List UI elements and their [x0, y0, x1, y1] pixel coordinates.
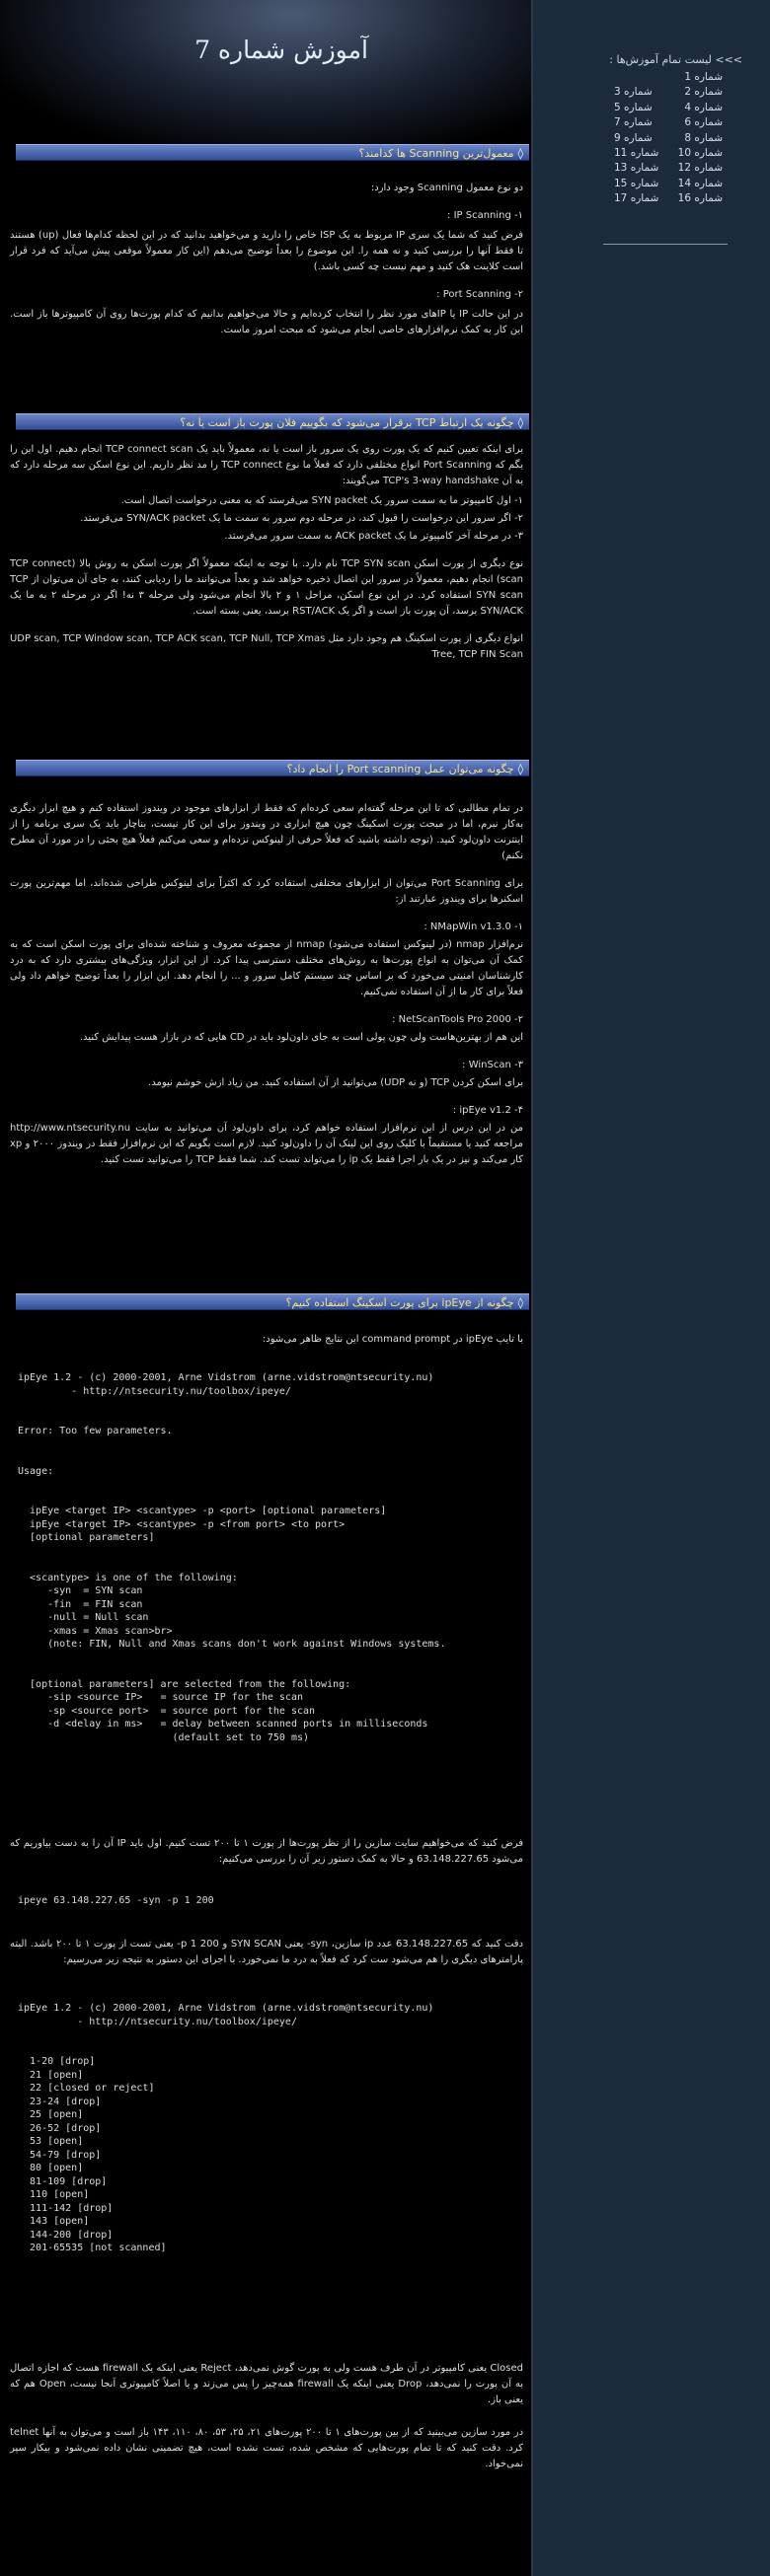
paragraph: Port Scanning -۲ :: [436, 289, 523, 300]
lesson-link[interactable]: شماره 2: [684, 86, 723, 99]
paragraph: نرم‌افزار nmap (در لینوکس استفاده می‌شود) nmap از مجموعه معروف و شناخته شده‌ای برای پورت اسکن است که به کمک آن می‌توان به انواع پورت‌ها به روش‌های مختلف دسترسی پیدا کرد. از این ابزار، ویژگی‌های بیشتری دارد که به درد کارشناسان امنیتی می‌خورد که بر اساس چند سیستم کامل سرور و ... را انجام دهد. این ابزار را بعداً توضیح خواهم داد ولی فعلاً برای کار ما از آن استفاده نمی‌کنیم.: [10, 939, 523, 997]
section-title: معمول‌ترین Scanning ها کدامند؟: [358, 147, 514, 160]
paragraph: IP Scanning -۱ :: [447, 210, 523, 221]
diamond-bullet-icon: ◊: [517, 416, 523, 429]
section-header-how-to-scan: [16, 760, 529, 776]
paragraph: برای Port Scanning می‌توان از ابزارهای مختلفی استفاده کرد که اکثراً برای لینوکس طراحی شده‌اند، اما مهم‌ترین پورت اسکنرها برای ویندوز عبارتند از:: [10, 878, 523, 905]
diamond-bullet-icon: ◊: [517, 147, 523, 160]
paragraph: NetScanTools Pro 2000 -۲ :: [392, 1014, 523, 1025]
header-glow: [0, 0, 531, 148]
sidebar-row: [604, 86, 723, 101]
paragraph: در این حالت IP یا IPهای مورد نظر را انتخاب کرده‌ایم و حالا می‌خواهیم بدانیم که کدام پورت‌ها روی آن کامپیوترها باز است. این کار به کمک نرم‌افزارهای خاصی انجام می‌شود که مبحث امروز ماست.: [10, 309, 524, 335]
paragraph: من در این درس از این نرم‌افزار استفاده خواهم کرد، برای داون‌لود آن می‌توانید به سایت http://www.ntsecurity.nu مراجعه کنید یا مستقیماً با کلیک روی این لینک آن را داون‌لود کنید. لازم است بگویم که این نرم‌افزار فقط در ویندوز ۲۰۰۰ و xp کار می‌کند و نیز در یک بار اجرا فقط یک ip را می‌تواند تست کند. شما فقط TCP را می‌توانید تست کنید.: [10, 1123, 524, 1165]
sidebar-lesson-list: [604, 71, 723, 208]
section-title: چگونه یک ارتباط TCP برقرار می‌شود که بگوییم فلان پورت باز است یا نه؟: [180, 416, 514, 429]
section-body-common-scans: [10, 181, 523, 350]
code-block-command: ipeye 63.148.227.65 -syn -p 1 200: [18, 1895, 214, 1906]
sidebar-row: [604, 132, 723, 147]
paragraph: ipEye v1.2 -۴ :: [452, 1105, 523, 1116]
section-header-common-scans: [16, 144, 529, 161]
lesson-link[interactable]: شماره 7: [614, 116, 653, 129]
lesson-link[interactable]: شماره 17: [614, 192, 659, 205]
lesson-link[interactable]: شماره 10: [677, 146, 723, 159]
lesson-link[interactable]: شماره 5: [614, 101, 653, 113]
paragraph: برای اسکن کردن TCP (و نه UDP) می‌توانید از آن استفاده کنید. من زیاد ازش خوشم نیومد.: [148, 1077, 523, 1088]
paragraph: ۳- در مرحله آخر کامپیوتر ما یک ACK packet به سمت سرور می‌فرستد.: [224, 531, 523, 542]
ipeye-example-text: فرض کنید که می‌خواهیم سایت سازین را از نظر پورت‌ها از پورت ۱ تا ۲۰۰ تست کنیم. اول باید IP آن را به دست بیاوریم که می‌شود 63.148.227.65 و حالا به کمک دستور زیر آن را بررسی می‌کنیم:: [10, 1838, 523, 1865]
paragraph: WinScan -۳ :: [462, 1060, 523, 1070]
paragraph: نوع دیگری از پورت اسکن TCP SYN scan نام دارد. با توجه به اینکه معمولاً اگر پورت اسکن به روش بالا (TCP connect scan) انجام دهیم، معمولاً در سرور این اتصال ذخیره خواهد شد و بعداً می‌توانند ما را ردیابی کنند، به جای آن می‌توان از TCP SYN scan استفاده کرد. در این نوع اسکن، مراحل ۱ و ۲ بالا انجام می‌شود ولی مرحله ۳ نه! اگر در مرحله ۲ به ما یک SYN/ACK برسد، آن پورت باز است و اگر یک RST/ACK برسد، یعنی بسته است.: [10, 558, 523, 617]
lesson-link[interactable]: شماره 4: [684, 101, 723, 113]
section-body-how-to-scan: [10, 801, 523, 1180]
ipeye-result-summary: در مورد سازین می‌بینید که از بین پورت‌های ۱ تا ۲۰۰ پورت‌های ۲۱، ۲۵، ۵۳، ۸۰، ۱۱۰، ۱۴۳ باز است و می‌توان به آنها telnet کرد. دقت کنید که تا تمام پورت‌هایی که مشخص شده، تست نشده است، هیچ تضمینی نشان داده نمی‌شود و بیکار سپر نمی‌خواد.: [10, 2427, 524, 2469]
lesson-link[interactable]: شماره 1: [684, 71, 723, 83]
paragraph: ۱- اول کامپیوتر ما به سمت سرور یک SYN packet می‌فرستد که به معنی درخواست اتصال است.: [120, 495, 523, 506]
sidebar-row: [604, 116, 723, 131]
section-title: چگونه از ipEye برای پورت اسکینگ استفاده کنیم؟: [285, 1296, 514, 1309]
sidebar-row: [604, 71, 723, 86]
lesson-link[interactable]: شماره 16: [677, 192, 723, 205]
section-header-tcp-connection: [16, 413, 529, 430]
sidebar-row: [604, 102, 723, 116]
paragraph: انواع دیگری از پورت اسکینگ هم وجود دارد مثل UDP scan, TCP Window scan, TCP ACK scan, TCP Null, TCP Xmas Tree, TCP FIN Scan: [9, 633, 523, 660]
lesson-link[interactable]: شماره 13: [614, 162, 659, 175]
lesson-link[interactable]: شماره 9: [614, 131, 653, 144]
sidebar: [531, 0, 770, 2576]
ipeye-explain-text: دقت کنید که 63.148.227.65 عدد ip سازین، syn- یعنی SYN SCAN و p 1 200- یعنی تست از پورت ۱ تا ۲۰۰ باشد. البته پارامترهای دیگری را هم می‌شود ست کرد که فعلاً به درد ما نمی‌خورد. با اجرای این دستور به نتیجه زیر می‌رسیم:: [10, 1939, 523, 1965]
diamond-bullet-icon: ◊: [517, 1296, 523, 1309]
paragraph: فرض کنید که شما یک سری IP مربوط به یک ISP خاص را دارید و می‌خواهید بدانید که در این لحظه کدام‌ها فعال (up) هستند تا فقط آنها را بررسی کنید و نه همه را. این موضوع را بعداً توضیح می‌دهم (این کار معمولاً موقعی پیش می‌آید که فرد قرار است کلاینت هک کنید و مهم نیست چه کسی باشد.): [10, 230, 523, 272]
sidebar-row: [604, 162, 723, 177]
lesson-link[interactable]: شماره 6: [684, 116, 723, 129]
sidebar-title: >>> لیست تمام آموزش‌ها :: [609, 53, 742, 66]
section-header-ipeye-usage: [16, 1293, 529, 1310]
paragraph: این هم از بهترین‌هاست ولی چون پولی است به جای داون‌لود باید در CD هایی که در بازار هست پیدایش کنید.: [79, 1032, 523, 1043]
sidebar-divider: [603, 244, 728, 245]
code-block-usage: ipEye 1.2 - (c) 2000-2001, Arne Vidstrom (arne.vidstrom@ntsecurity.nu) - http://ntsecurity.nu/toolbox/ipeye/ Error: Too few parameters. Usage: ipEye <target IP> <scantype> -p <port> [optional parameters] ipEye <target IP> <scantype> -p <from port> <to port> [optional parameters] <scantype> is one of the following: -syn = SYN scan -fin = FIN scan -null = Null scan -xmas = Xmas scan>br> (note: FIN, Null and Xmas scans don't work against Windows systems. [optional parameters] are selected from the following: -sip <source IP> = source IP for the scan -sp <source port> = source port for the scan -d <delay in ms> = delay between scanned ports in milliseconds (default set to 750 ms): [18, 1372, 446, 1743]
paragraph: NMapWin v1.3.0 -۱ :: [424, 921, 523, 932]
section-title: چگونه می‌توان عمل Port scanning را انجام داد؟: [286, 763, 514, 775]
sidebar-row: [604, 147, 723, 162]
paragraph: ۲- اگر سرور این درخواست را قبول کند، در مرحله دوم سرور به سمت ما یک SYN/ACK packet می‌فرستد.: [80, 513, 523, 524]
lesson-link[interactable]: شماره 15: [614, 177, 659, 189]
lesson-link[interactable]: شماره 12: [677, 162, 723, 175]
lesson-link[interactable]: شماره 3: [614, 86, 653, 99]
lesson-link[interactable]: شماره 11: [614, 146, 659, 159]
sidebar-row: [604, 192, 723, 207]
ipeye-result-meaning: Closed یعنی کامپیوتر در آن طرف هست ولی به پورت گوش نمی‌دهد، Reject یعنی اینکه یک firewall هست که اجازه اتصال به آن پورت را نمی‌دهد، Drop یعنی اینکه یک firewall همه‌چیز را پس می‌زند و یا اصلاً کامپیوتری آنجا نیست، Open هم که یعنی باز.: [10, 2363, 524, 2405]
page-title: آموزش شماره 7: [194, 36, 368, 64]
code-block-output: ipEye 1.2 - (c) 2000-2001, Arne Vidstrom (arne.vidstrom@ntsecurity.nu) - http://ntsecurity.nu/toolbox/ipeye/ 1-20 [drop] 21 [open] 22 [closed or reject] 23-24 [drop] 25 [open] 26-52 [drop] 53 [open] 54-79 [drop] 80 [open] 81-109 [drop] 110 [open] 111-142 [drop] 143 [open] 144-200 [drop] 201-65535 [not scanned]: [18, 2003, 434, 2253]
sidebar-row: [604, 178, 723, 192]
lesson-link[interactable]: شماره 14: [677, 177, 723, 189]
ipeye-intro: با تایپ ipEye در command prompt این نتایج ظاهر می‌شود:: [262, 1334, 523, 1345]
lesson-link[interactable]: شماره 8: [684, 131, 723, 144]
paragraph: دو نوع معمول Scanning وجود دارد:: [370, 183, 523, 193]
paragraph: برای اینکه تعیین کنیم که یک پورت روی یک سرور باز است یا نه، معمولاً باید یک TCP connect scan انجام دهیم. اول این را بگم که Port Scanning انواع مختلفی دارد که فعلاً ما نوع TCP connect را مد نظر داریم. این نوع اسکن سه مرحله دارد که به آن TCP's 3-way handshake می‌گویند:: [10, 444, 523, 486]
diamond-bullet-icon: ◊: [517, 763, 523, 775]
paragraph: در تمام مطالبی که تا این مرحله گفته‌ام سعی کرده‌ام که فقط از ابزارهای موجود در ویندوز استفاده کنم و هیچ ابزار دیگری به‌کار نبرم، اما در مبحث پورت اسکینگ چون هیچ ابزاری در ویندوز برای این کار نیست، بناچار باید یک سری برنامه را از اینترنت داون‌لود کنید. (توجه داشته باشید که فعلاً حرفی از لینوکس نزده‌ام و سعی می‌کنم فعلاً هیچ بحثی را در مورد آن مطرح نکنم): [10, 803, 523, 861]
section-body-tcp-connection: [10, 442, 523, 675]
